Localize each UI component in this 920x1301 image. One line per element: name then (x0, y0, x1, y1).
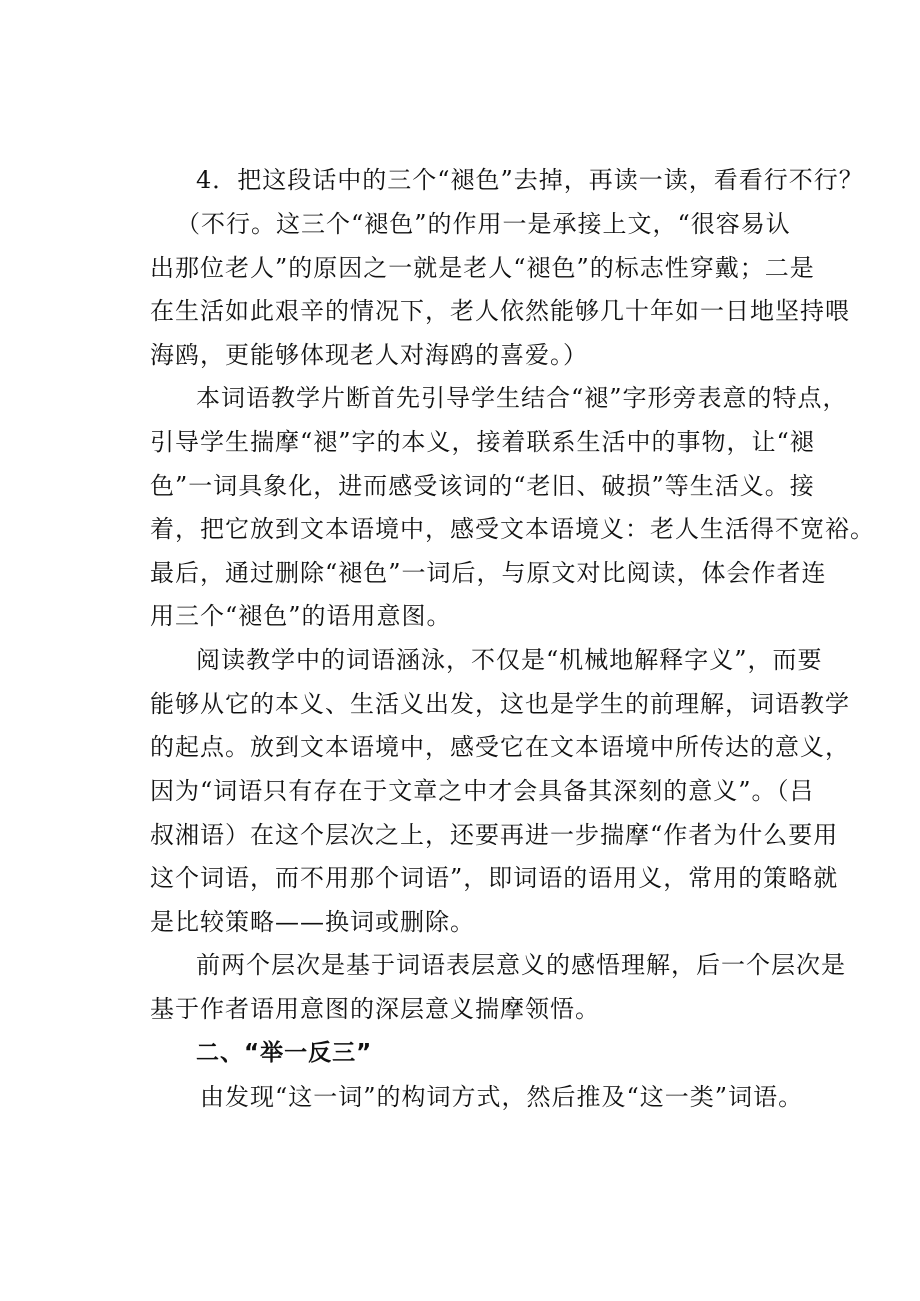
paragraph-3-line-1: 前两个层次是基于词语表层意义的感悟理解，后一个层次是 (196, 951, 846, 979)
paragraph-2-line-5: 叔湘语）在这个层次之上，还要再进一步揣摩“作者为什么要用 (150, 821, 839, 849)
paragraph-2-line-4: 因为“词语只有存在于文章之中才会具备其深刻的意义”。（吕 (150, 777, 815, 805)
answer-line-2: 出那位老人”的原因之一就是老人“褪色”的标志性穿戴；二是 (150, 254, 815, 282)
paragraph-4-line-1: 由发现“这一词”的构词方式，然后推及“这一类”词语。 (200, 1083, 804, 1111)
answer-line-3: 在生活如此艰辛的情况下，老人依然能够几十年如一日地坚持喂 (150, 297, 850, 325)
paragraph-1-line-6: 用三个“褪色”的语用意图。 (150, 602, 452, 630)
paragraph-2-line-3: 的起点。放到文本语境中，感受它在文本语境中所传达的意义， (150, 733, 850, 761)
paragraph-2-line-2: 能够从它的本义、生活义出发，这也是学生的前理解，词语教学 (150, 690, 850, 718)
paragraph-1-line-3: 色”一词具象化，进而感受该词的“老旧、破损”等生活义。接 (150, 472, 815, 500)
paragraph-2-line-6: 这个词语，而不用那个词语”，即词语的语用义，常用的策略就 (150, 864, 839, 892)
answer-line-1: （不行。这三个“褪色”的作用一是承接上文，“很容易认 (176, 210, 791, 238)
paragraph-2-line-7: 是比较策略——换词或删除。 (150, 908, 475, 936)
paragraph-3-line-2: 基于作者语用意图的深层意义揣摩领悟。 (150, 995, 600, 1023)
paragraph-1-line-1: 本词语教学片断首先引导学生结合“褪”字形旁表意的特点， (196, 384, 848, 412)
paragraph-1-line-2: 引导学生揣摩“褪”字的本义，接着联系生活中的事物，让“褪 (150, 428, 815, 456)
paragraph-1-line-4: 着，把它放到文本语境中，感受文本语境义：老人生活得不宽裕。 (150, 515, 875, 543)
section-heading: 二、“举一反三” (196, 1040, 373, 1066)
paragraph-2-line-1: 阅读教学中的词语涵泳，不仅是“机械地解释字义”，而要 (196, 646, 823, 674)
paragraph-1-line-5: 最后，通过删除“褪色”一词后，与原文对比阅读，体会作者连 (150, 559, 827, 587)
answer-line-4: 海鸥，更能够体现老人对海鸥的喜爱。） (150, 341, 588, 369)
question-4: 4．把这段话中的三个“褪色”去掉，再读一读，看看行不行？ (196, 166, 864, 194)
